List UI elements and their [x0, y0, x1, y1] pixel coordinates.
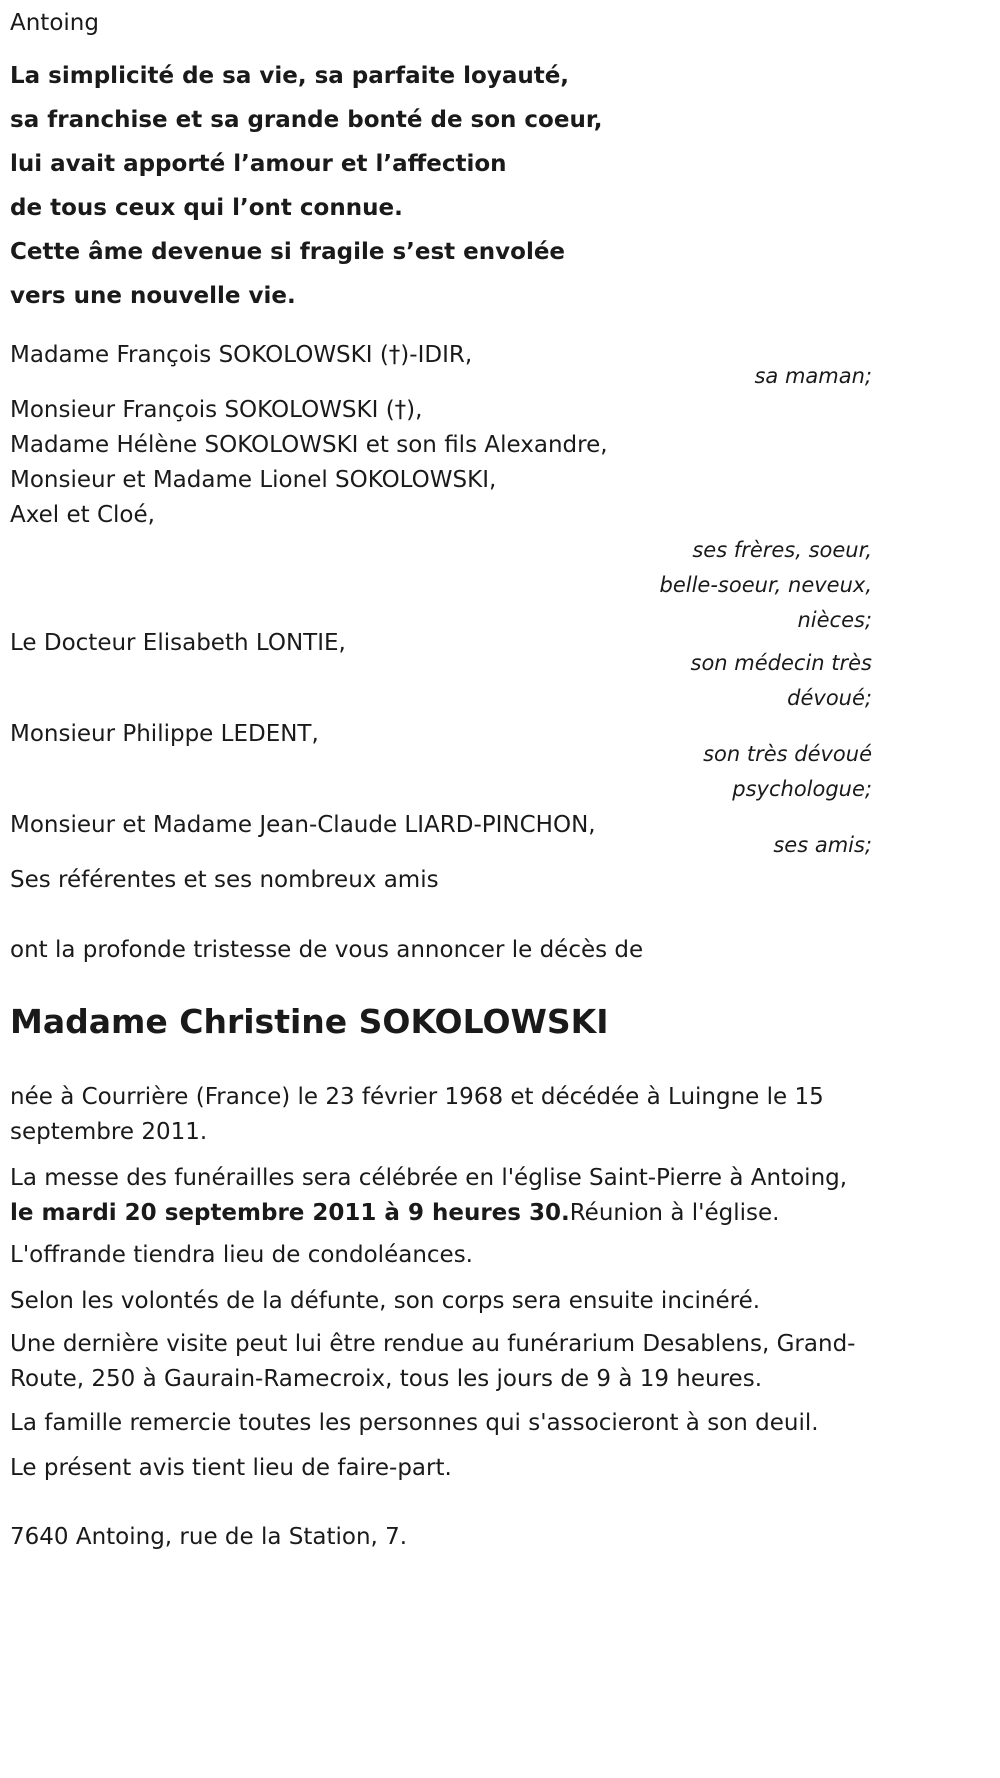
family-group-others — [10, 863, 872, 898]
family-name: Axel et Cloé, — [10, 502, 155, 528]
family-group-psychologist — [10, 717, 872, 807]
funeral-text: La messe des funérailles sera célébrée en l'église Saint-Pierre à Antoing, — [10, 1165, 848, 1191]
thanks-text: La famille remercie toutes les personnes qui s'associeront à son deuil. — [10, 1410, 819, 1436]
family-group-doctor — [10, 626, 872, 716]
family-relation: son très dévoué — [703, 742, 872, 766]
family-relation: nièces; — [797, 608, 872, 632]
poem-line: lui avait apporté l’amour et l’affection — [10, 151, 507, 177]
location-heading: Antoing — [10, 10, 99, 36]
poem-line: vers une nouvelle vie. — [10, 283, 296, 309]
poem-line: Cette âme devenue si fragile s’est envolée — [10, 239, 566, 265]
address-text: 7640 Antoing, rue de la Station, 7. — [10, 1524, 408, 1550]
family-name: Monsieur Philippe LEDENT, — [10, 721, 319, 747]
family-name: Madame François SOKOLOWSKI (†)-IDIR, — [10, 342, 473, 368]
poem-line: de tous ceux qui l’ont connue. — [10, 195, 403, 221]
family-name: Ses référentes et ses nombreux amis — [10, 867, 439, 893]
offering-text: L'offrande tiendra lieu de condoléances. — [10, 1242, 473, 1268]
family-group-mother — [10, 338, 872, 394]
family-group-siblings — [10, 393, 872, 638]
family-relation: son médecin très — [690, 651, 872, 675]
family-name: Monsieur et Madame Jean-Claude LIARD-PINCHON, — [10, 812, 596, 838]
memorial-poem — [10, 54, 603, 318]
announcement-text: ont la profonde tristesse de vous annoncer le décès de — [10, 937, 644, 963]
visit-text: Une dernière visite peut lui être rendue au funérarium Desablens, Grand-Route, 250 à Gaurain-Ramecroix, tous les jours de 9 à 19 heures. — [10, 1331, 856, 1392]
family-relation: ses amis; — [773, 833, 872, 857]
funeral-date: le mardi 20 septembre 2011 à 9 heures 30. — [10, 1200, 570, 1226]
notice-text: Le présent avis tient lieu de faire-part. — [10, 1455, 452, 1481]
deceased-name: Madame Christine SOKOLOWSKI — [10, 1002, 609, 1041]
family-name: Monsieur François SOKOLOWSKI (†), — [10, 397, 423, 423]
family-relation: psychologue; — [732, 777, 872, 801]
funeral-paragraph — [10, 1161, 872, 1231]
family-name: Monsieur et Madame Lionel SOKOLOWSKI, — [10, 467, 497, 493]
family-relation: ses frères, soeur, — [692, 538, 872, 562]
cremation-text: Selon les volontés de la défunte, son corps sera ensuite incinéré. — [10, 1288, 761, 1314]
family-group-friends — [10, 808, 872, 863]
funeral-meeting: Réunion à l'église. — [569, 1200, 780, 1226]
poem-line: La simplicité de sa vie, sa parfaite loyauté, — [10, 63, 570, 89]
family-relation: dévoué; — [787, 686, 872, 710]
family-name: Madame Hélène SOKOLOWSKI et son fils Alexandre, — [10, 432, 608, 458]
birth-death-text: née à Courrière (France) le 23 février 1968 et décédée à Luingne le 15 septembre 2011. — [10, 1084, 824, 1145]
family-relation: belle-soeur, neveux, — [659, 573, 872, 597]
poem-line: sa franchise et sa grande bonté de son coeur, — [10, 107, 603, 133]
family-name: Le Docteur Elisabeth LONTIE, — [10, 630, 346, 656]
family-relation: sa maman; — [754, 364, 872, 388]
